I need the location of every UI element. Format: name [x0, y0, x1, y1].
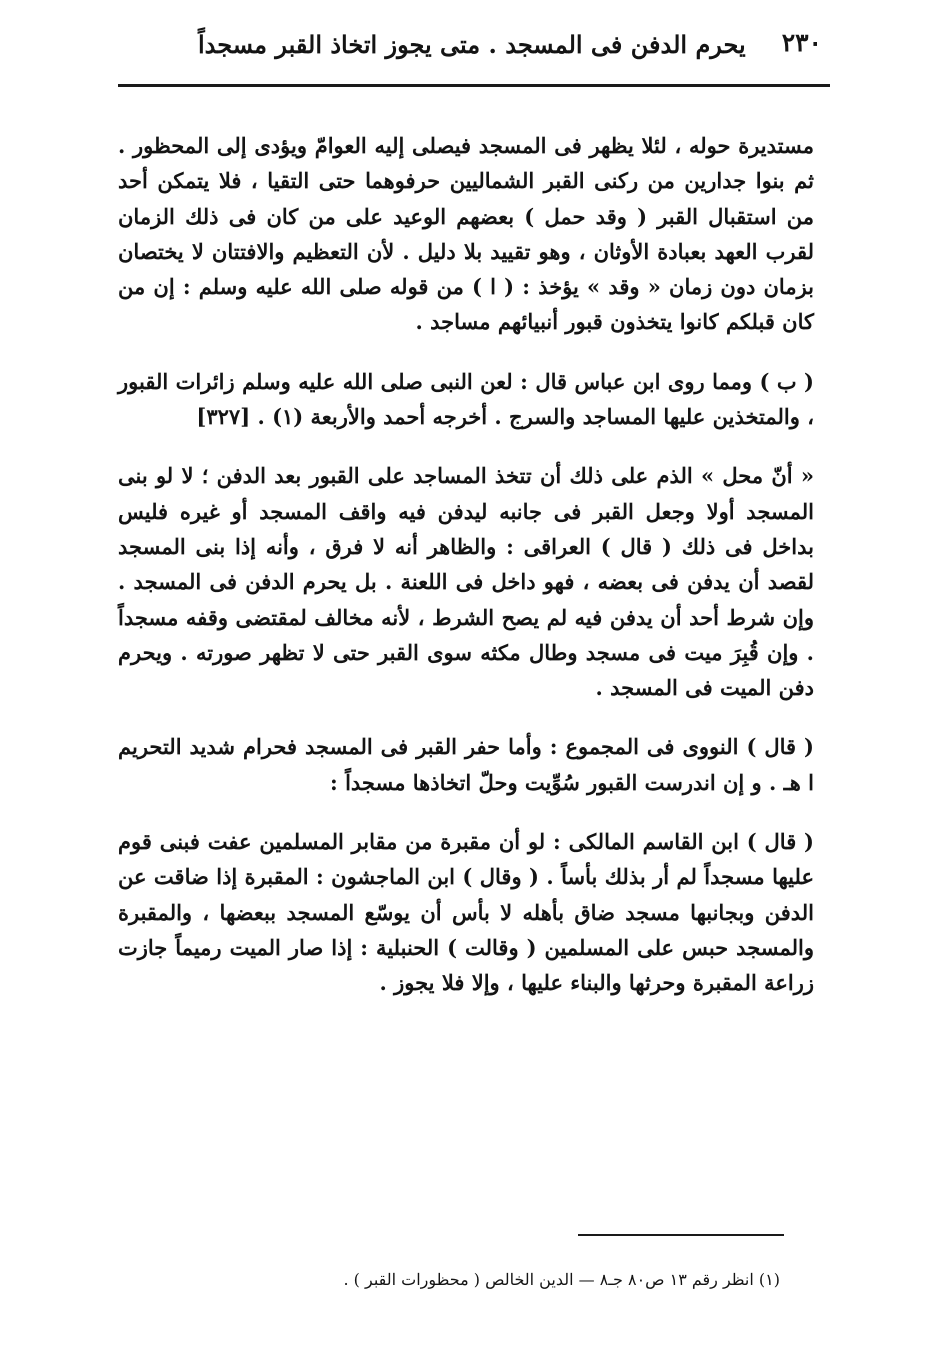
- page-header: [118, 26, 830, 70]
- footnote-rule: [578, 1234, 784, 1236]
- paragraph: ( قال ) النووى فى المجموع : وأما حفر القبر فى المسجد فحرام شديد التحريم ا هـ . و إن اندرست القبور سُوِّيت وحلّ اتخاذها مسجداً :: [118, 734, 814, 795]
- page-body: [118, 128, 814, 1025]
- paragraph: ( ب ) ومما روى ابن عباس قال : لعن النبى صلى الله عليه وسلم زائرات القبور ، والمتخذين عليها المساجد والسرج . أخرجه أحمد والأربعة (١) . [٣٢٧]: [118, 368, 814, 430]
- paragraph: ( قال ) ابن القاسم المالكى : لو أن مقبرة من مقابر المسلمين عفت فبنى قوم عليها مسجداً لم أر بذلك بأساً . ( وقال ) ابن الماجشون : المقبرة إذا ضاقت عن الدفن وبجانبها مسجد ضاق بأهله لا بأس أن يوسّع المسجد ببعضها ، والمقبرة والمسجد حبس على المسلمين ( وقالت ) الحنبلية : إذا صار الميت رميماً جازت زراعة المقبرة وحرثها والبناء عليها ، وإلا فلا يجوز .: [118, 829, 814, 996]
- running-title: يحرم الدفن فى المسجد . متى يجوز اتخاذ القبر مسجداً: [198, 30, 746, 59]
- paragraph: « أنّ محل » الذم على ذلك أن تتخذ المساجد على القبور بعد الدفن ؛ لا لو بنى المسجد أولا وجعل القبر فى جانبه ليدفن فيه واقف المسجد أو غيره فليس بداخل فى ذلك ( قال ) العراقى : والظاهر أنه لا فرق ، وأنه إذا بنى المسجد لقصد أن يدفن فى بعضه ، فهو داخل فى اللعنة . بل يحرم الدفن فى المسجد . وإن شرط أحد أن يدفن فيه لم يصح الشرط ، لأنه مخالف لمقتضى وقفه مسجداً . وإن قُبِرَ ميت فى مسجد وطال مكثه سوى القبر حتى لا تظهر صورته . ويحرم دفن الميت فى المسجد .: [118, 463, 814, 701]
- page-number: ٢٣٠: [781, 28, 822, 57]
- footnote: (١) انظر رقم ١٣ ص٨٠ جـ٨ — الدين الخالص ( محظورات القبر ) .: [343, 1270, 780, 1289]
- paragraph: مستديرة حوله ، لئلا يظهر فى المسجد فيصلى إليه العوامّ ويؤدى إلى المحظور . ثم بنوا جدارين من ركنى القبر الشماليين حرفوهما حتى التقيا ، فلا يتمكن أحد من استقبال القبر ( وقد حمل ) بعضهم الوعيد على من كان فى ذلك الزمان لقرب العهد بعبادة الأوثان ، وهو تقييد بلا دليل . لأن التعظيم والافتتان لا يختصان بزمان دون زمان « وقد » يؤخذ : ( ا ) من قوله صلى الله عليه وسلم : إن من كان قبلكم كانوا يتخذون قبور أنبيائهم مساجد .: [118, 133, 814, 335]
- header-rule: [118, 84, 830, 87]
